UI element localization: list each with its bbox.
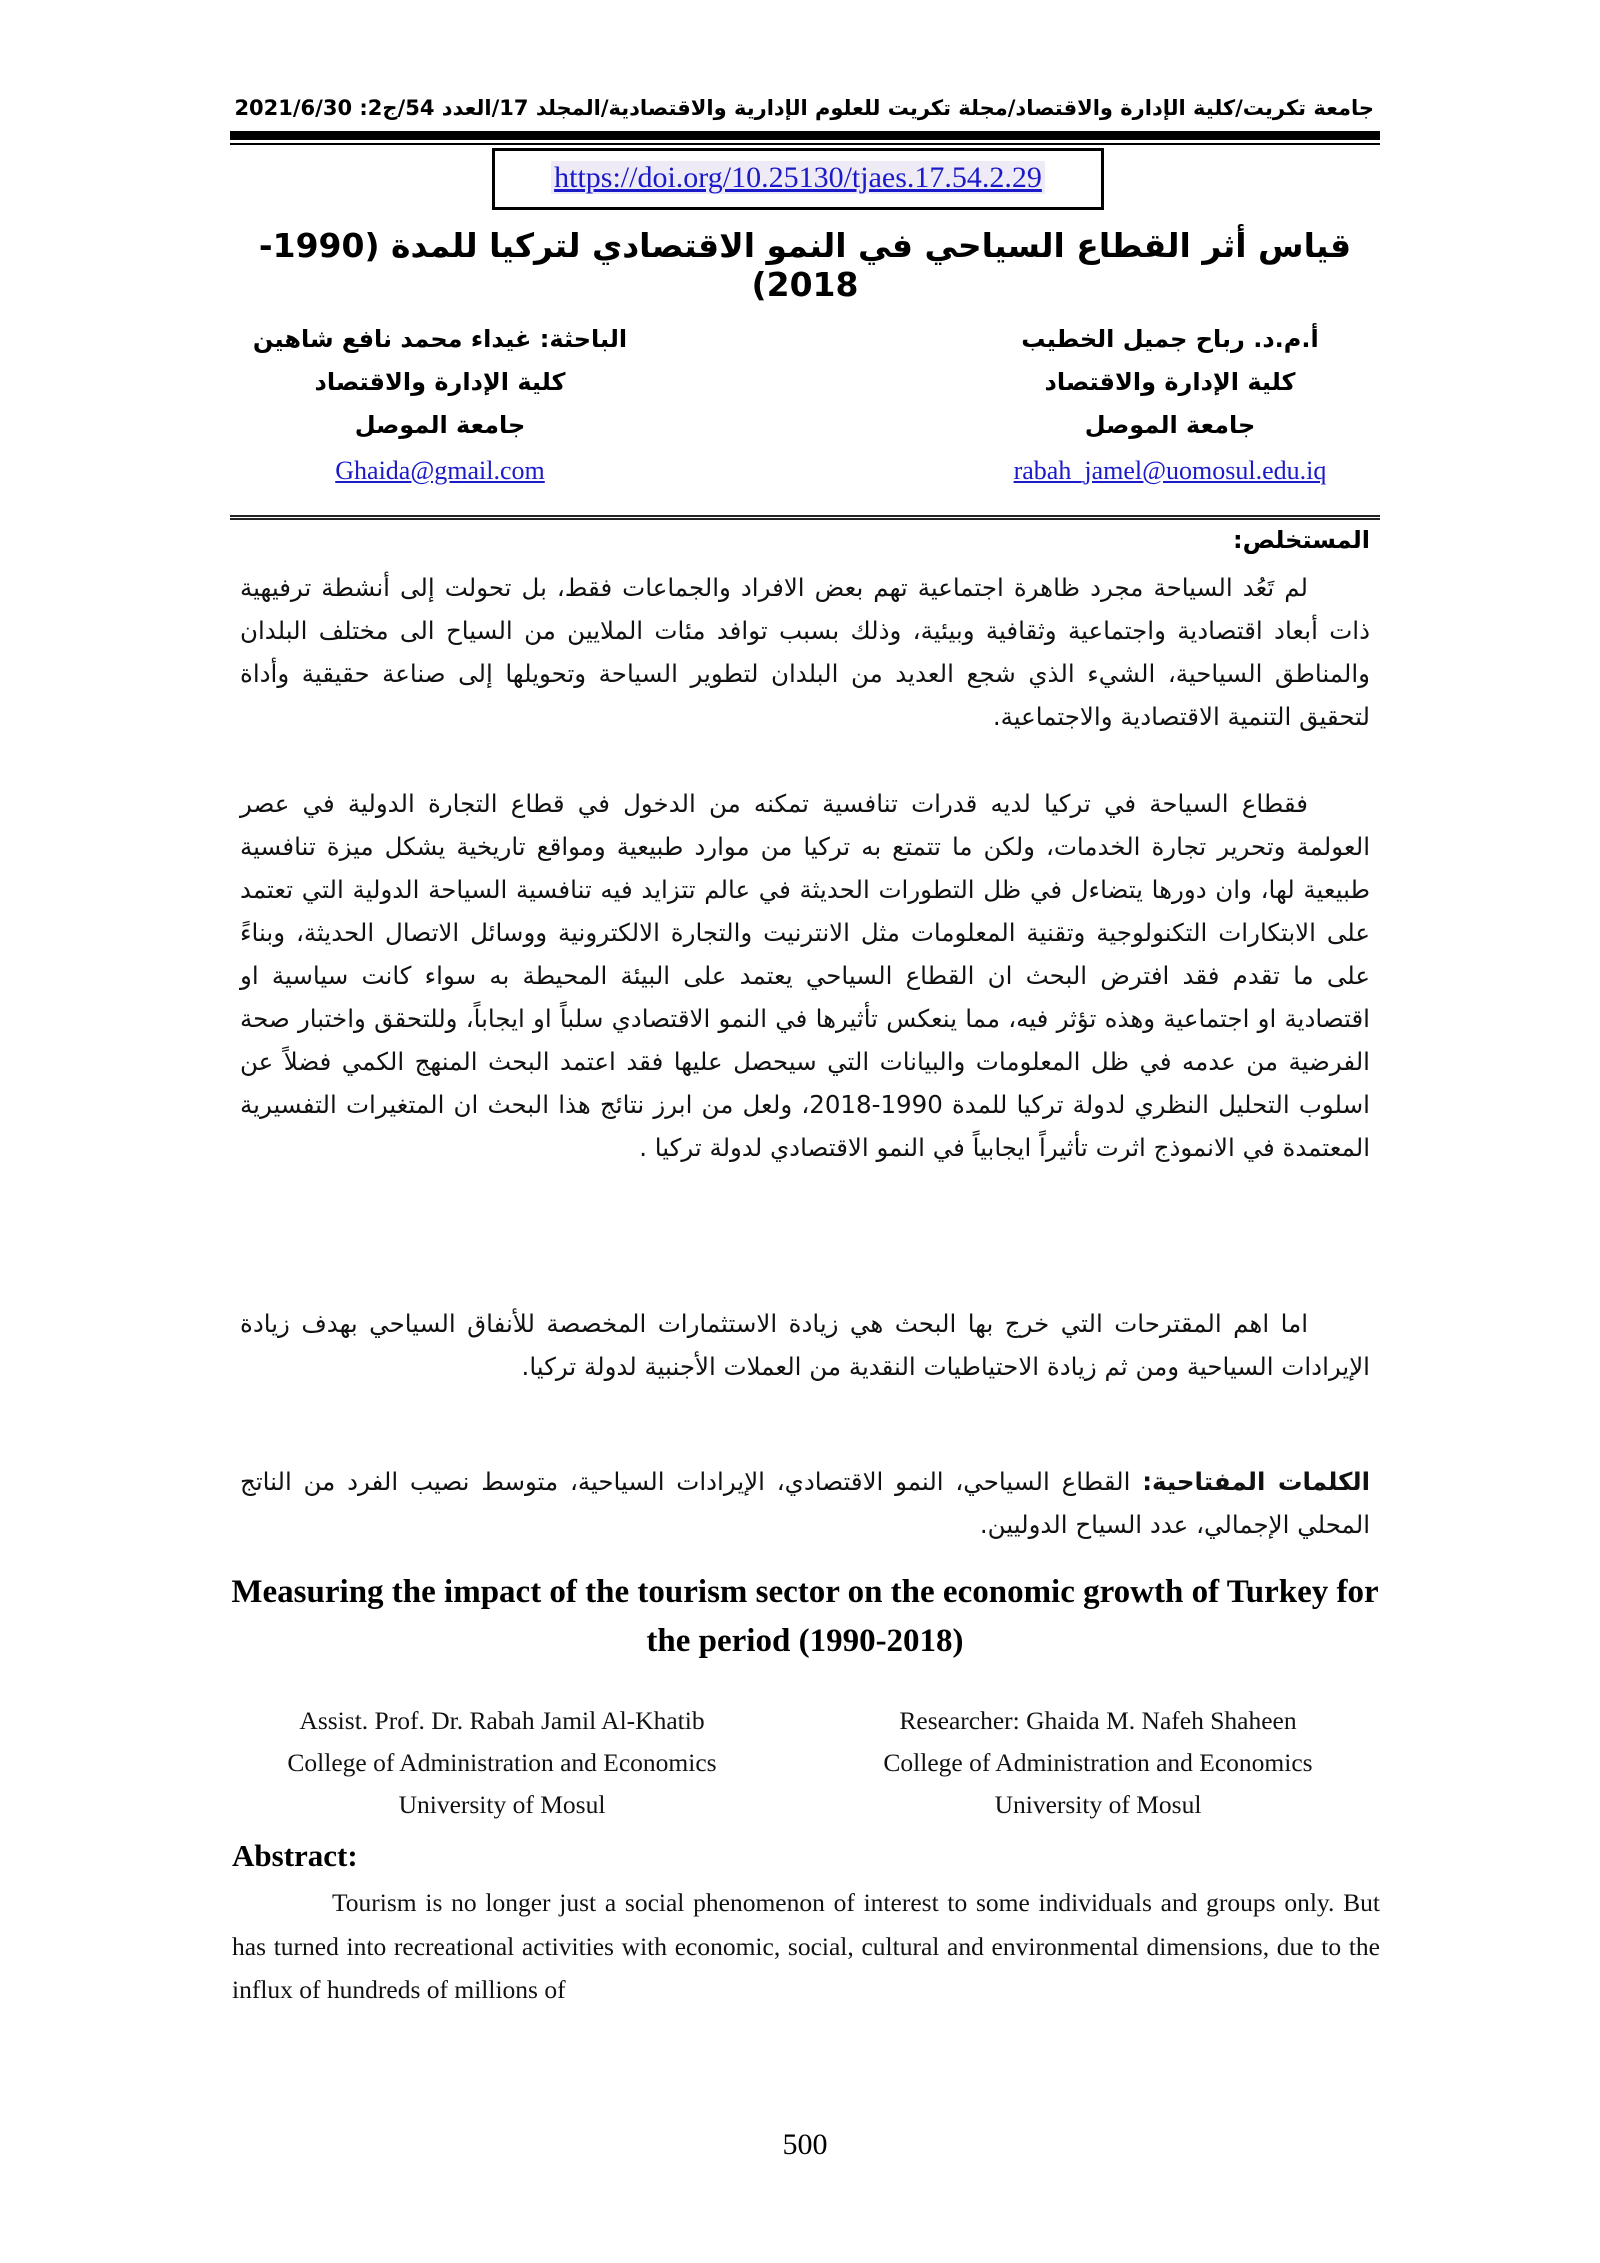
author-university: جامعة الموصل xyxy=(1084,411,1256,439)
author-en-1 xyxy=(242,1700,762,1826)
arabic-abstract-paragraph xyxy=(230,782,1380,1169)
author-name: الباحثة: غيداء محمد نافع شاهين xyxy=(252,325,628,353)
arabic-abstract-paragraph xyxy=(230,566,1380,738)
paragraph-text: اما اهم المقترحات التي خرج بها البحث هي زيادة الاستثمارات المخصصة للأنفاق السياحي بهدف زيادة الإيرادات السياحية ومن ثم زيادة الاحتياطيات النقدية من العملات الأجنبية لدولة تركيا. xyxy=(240,1309,1370,1381)
paragraph-text: لم تَعُد السياحة مجرد ظاهرة اجتماعية تهم بعض الافراد والجماعات فقط، بل تحولت إلى أنشطة ترفيهية ذات أبعاد اقتصادية واجتماعية وثقافية وبيئية، وذلك بسبب توافد مئات الملايين من السياح الى مختلف البلدان والمناطق السياحية، الشيء الذي شجع العديد من البلدان لتطوير السياحة وتحويلها إلى صناعة حقيقية وأداة لتحقيق التنمية الاقتصادية والاجتماعية. xyxy=(240,573,1370,731)
paragraph-text: فقطاع السياحة في تركيا لديه قدرات تنافسية تمكنه من الدخول في قطاع التجارة الدولية في عصر العولمة وتحرير تجارة الخدمات، ولكن ما تتمتع به تركيا من موارد طبيعية ومواقع تاريخية يشكل ميزة تنافسية طبيعية لها، وان دورها يتضاءل في ظل التطورات الحديثة في عالم تتزايد فيه تنافسية السياحة الدولية التي تعتمد على الابتكارات التكنولوجية وتقنية المعلومات مثل الانترنيت والتجارة الالكترونية ووسائل الاتصال الحديثة، وبناءً على ما تقدم فقد افترض البحث ان القطاع السياحي يعتمد على البيئة المحيطة به سواء كانت سياسية او اقتصادية او اجتماعية وهذه تؤثر فيه، مما ينعكس تأثيرها في النمو الاقتصادي سلباً او ايجاباً، وللتحقق واختبار صحة الفرضية من عدمه في ظل المعلومات والبيانات التي سيحصل عليها فقد اعتمد البحث المنهج الكمي فضلاً عن اسلوب التحليل النظري لدولة تركيا للمدة 1990-2018، ولعل من ابرز نتائج هذا البحث ان المتغيرات التفسيرية المعتمدة في الانموذج اثرت تأثيراً ايجابياً في النمو الاقتصادي لدولة تركيا . xyxy=(240,789,1370,1162)
doi-link[interactable]: https://doi.org/10.25130/tjaes.17.54.2.29 xyxy=(551,161,1045,194)
author-ar-1 xyxy=(960,318,1380,491)
author-email-link[interactable]: Ghaida@gmail.com xyxy=(335,456,545,485)
keywords-text: القطاع السياحي، النمو الاقتصادي، الإيرادات السياحية، متوسط نصيب الفرد من الناتج المحلي الإجمالي، عدد السياح الدوليين. xyxy=(240,1467,1370,1539)
author-ar-2 xyxy=(230,318,650,491)
page-number: 500 xyxy=(782,2128,828,2161)
english-abstract-heading: Abstract: xyxy=(232,1838,358,1873)
paragraph-text: Tourism is no longer just a social phenomenon of interest to some individuals and groups only. But has turned into recreational activities with economic, social, cultural and environmental dimensions, due to the influx of hundreds of millions of xyxy=(232,1888,1380,2004)
author-college: College of Administration and Economics xyxy=(883,1748,1313,1777)
author-email-link[interactable]: rabah_jamel@uomosul.edu.iq xyxy=(1013,456,1327,485)
keywords-label: الكلمات المفتاحية: xyxy=(1142,1467,1371,1496)
running-header: جامعة تكريت/كلية الإدارة والاقتصاد/مجلة تكريت للعلوم الإدارية والاقتصادية/المجلد 17/العدد 54/ج2: 2021/6/30 xyxy=(234,96,1374,120)
english-title: Measuring the impact of the tourism sector on the economic growth of Turkey for the period (1990-2018) xyxy=(231,1574,1379,1659)
author-name: أ.م.د. رباح جميل الخطيب xyxy=(1021,325,1319,353)
arabic-keywords xyxy=(230,1460,1380,1546)
arabic-abstract-heading: المستخلص: xyxy=(1233,526,1370,554)
doi-box xyxy=(492,148,1104,210)
arabic-title: قياس أثر القطاع السياحي في النمو الاقتصادي لتركيا للمدة (1990-2018) xyxy=(258,226,1352,304)
author-university: University of Mosul xyxy=(398,1790,606,1819)
english-abstract-paragraph xyxy=(232,1881,1380,2012)
arabic-authors xyxy=(230,318,1380,518)
author-university: جامعة الموصل xyxy=(354,411,526,439)
author-en-2 xyxy=(828,1700,1368,1826)
author-college: كلية الإدارة والاقتصاد xyxy=(314,368,566,396)
author-college: كلية الإدارة والاقتصاد xyxy=(1044,368,1296,396)
header-double-rule xyxy=(230,131,1380,145)
author-name: Researcher: Ghaida M. Nafeh Shaheen xyxy=(899,1706,1297,1735)
arabic-abstract-paragraph xyxy=(230,1302,1380,1388)
author-university: University of Mosul xyxy=(994,1790,1202,1819)
author-college: College of Administration and Economics xyxy=(287,1748,717,1777)
author-name: Assist. Prof. Dr. Rabah Jamil Al-Khatib xyxy=(299,1706,705,1735)
authors-separator-rule xyxy=(230,515,1380,520)
